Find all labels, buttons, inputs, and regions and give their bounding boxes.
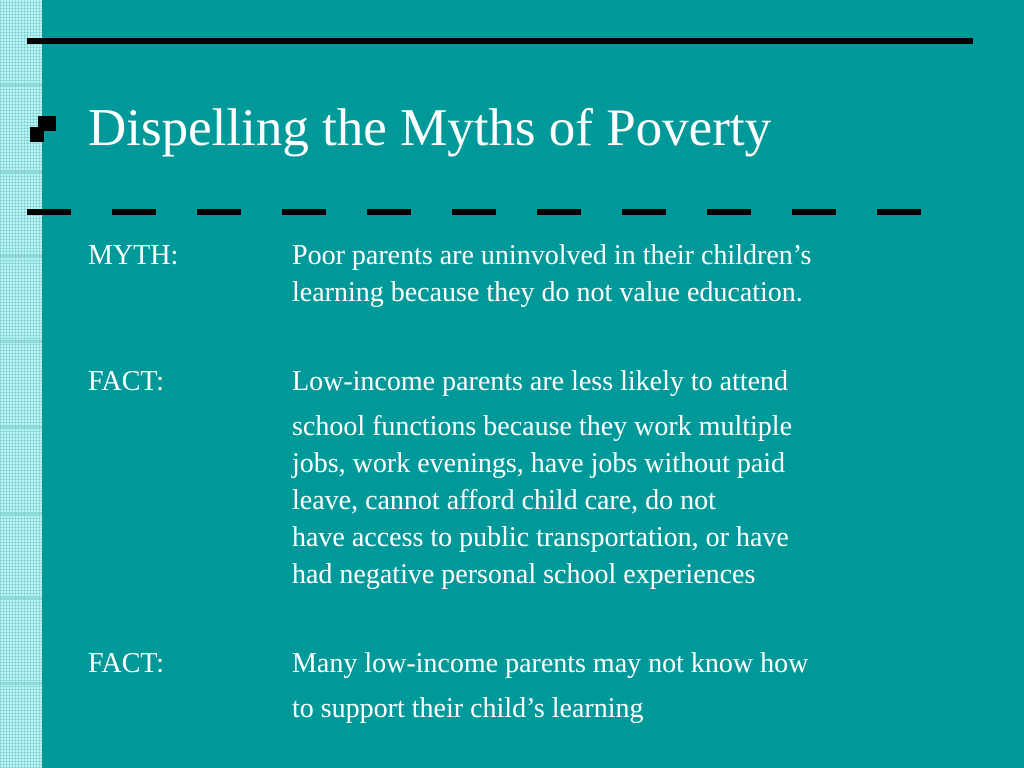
text-line: Low-income parents are less likely to attend: [292, 366, 789, 397]
strip-band: [0, 84, 42, 87]
slide-title: Dispelling the Myths of Poverty: [88, 99, 772, 157]
text-line: Poor parents are uninvolved in their children’s: [292, 240, 812, 271]
text-line: had negative personal school experiences: [292, 559, 756, 590]
strip-band: [0, 682, 42, 685]
text-line: school functions because they work multiple: [292, 411, 792, 442]
text-line: have access to public transportation, or have: [292, 522, 789, 553]
fact-text-1: [292, 363, 972, 593]
dashed-divider-line: [27, 209, 921, 215]
fact-label: FACT:: [88, 366, 164, 397]
strip-band: [0, 426, 42, 429]
myth-text: [292, 237, 972, 311]
text-line: Many low-income parents may not know how: [292, 648, 809, 679]
fact-text-2: [292, 645, 972, 727]
strip-band: [0, 340, 42, 343]
fact-label: FACT:: [88, 648, 164, 679]
strip-band: [0, 255, 42, 258]
strip-band: [0, 170, 42, 173]
text-line: to support their child’s learning: [292, 693, 644, 724]
text-line: learning because they do not value education.: [292, 277, 803, 308]
strip-band: [0, 597, 42, 600]
strip-band: [0, 512, 42, 515]
text-line: jobs, work evenings, have jobs without paid: [292, 448, 786, 479]
top-divider-line: [27, 38, 973, 44]
text-line: leave, cannot afford child care, do not: [292, 485, 716, 516]
square-bullet-icon: [30, 116, 56, 142]
myth-label: MYTH:: [88, 240, 179, 271]
